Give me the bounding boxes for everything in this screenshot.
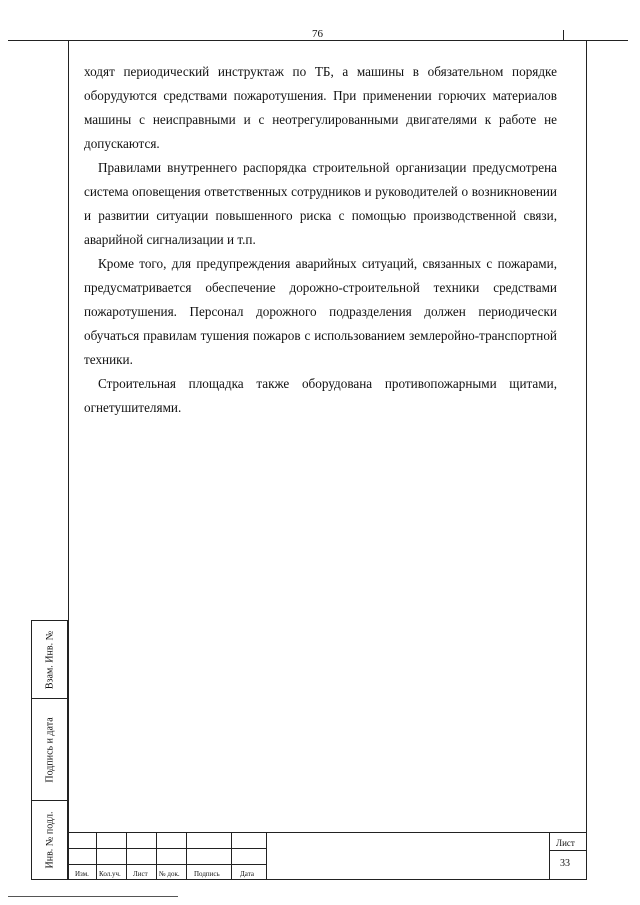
side-label-podpis: Подпись и дата <box>44 716 55 783</box>
side-cell-podpis <box>32 699 67 801</box>
sheet-label: Лист <box>556 838 575 848</box>
stamp-col-line <box>96 833 97 880</box>
paragraph-4: Строительная площадка также оборудована противопожарными щитами, огнетушителями. <box>84 376 557 415</box>
title-block <box>68 832 587 880</box>
stamp-col-kolich: Кол.уч. <box>99 870 121 878</box>
sheet-number: 33 <box>560 858 570 869</box>
stamp-col-podpis: Подпись <box>194 870 220 878</box>
sheet-box-line <box>549 850 587 851</box>
stamp-col-line <box>186 833 187 880</box>
frame-notch <box>563 30 564 40</box>
stamp-col-line <box>231 833 232 880</box>
stamp-col-list: Лист <box>133 870 148 878</box>
side-stamp <box>31 620 68 880</box>
side-cell-inv <box>32 801 67 879</box>
side-cell-vzam <box>32 621 67 699</box>
stamp-col-izm: Изм. <box>75 870 89 878</box>
side-label-vzam: Взам. Инв. № <box>44 630 55 689</box>
stamp-col-line <box>549 833 550 880</box>
stamp-col-line <box>266 833 267 880</box>
paragraph-2: Правилами внутреннего распорядка строительной организации предусмотрена система оповещения ответственных сотрудников и руководителей о возникновении и развитии ситуации повышенного риска с помощью производственной связи, аварийной сигнализации и т.п. <box>84 160 557 247</box>
stamp-col-line <box>126 833 127 880</box>
paragraph-1: ходят периодический инструктаж по ТБ, а машины в обязательном порядке оборудуются средствами пожаротушения. При применении горючих материалов машины с неисправными и с неотрегулированными двигателями к работе не допускаются. <box>84 64 557 151</box>
bottom-rule <box>8 896 178 897</box>
stamp-row-line <box>68 864 266 865</box>
stamp-col-line <box>156 833 157 880</box>
stamp-col-ndok: № док. <box>159 870 180 878</box>
stamp-col-data: Дата <box>240 870 254 878</box>
paragraph-3: Кроме того, для предупреждения аварийных ситуаций, связанных с пожарами, предусматривается обеспечение дорожно-строительной техники средствами пожаротушения. Персонал дорожного подразделения должен периодически обучаться правилам тушения пожаров с использованием землеройно-транспортной техники. <box>84 256 557 367</box>
stamp-row-line <box>68 848 266 849</box>
document-body <box>84 60 557 420</box>
page-number-top: 76 <box>312 28 323 40</box>
side-label-inv: Инв. № подл. <box>44 811 55 869</box>
